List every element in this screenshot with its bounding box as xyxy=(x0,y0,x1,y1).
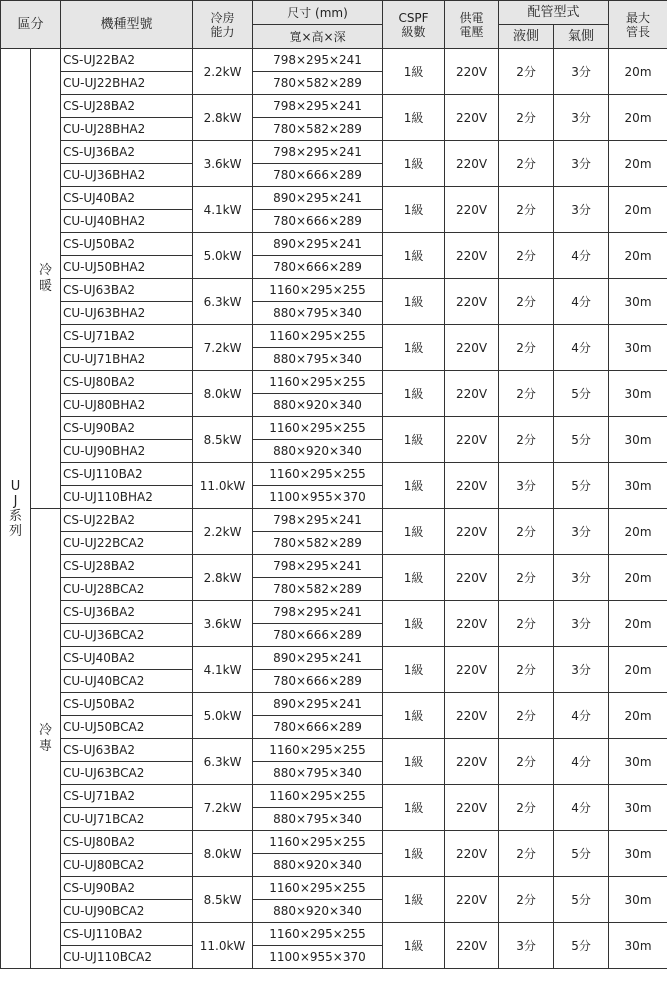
header-voltage: 供電 電壓 xyxy=(445,1,499,49)
max-length-cell: 20m xyxy=(609,509,667,555)
outdoor-dimensions: 780×666×289 xyxy=(253,670,383,693)
capacity-cell: 8.0kW xyxy=(193,831,253,877)
outdoor-dimensions: 880×920×340 xyxy=(253,854,383,877)
max-length-cell: 30m xyxy=(609,325,667,371)
table-row xyxy=(1,647,667,670)
table-row xyxy=(1,785,667,808)
indoor-model: CS-UJ40BA2 xyxy=(61,187,193,210)
mode-label xyxy=(31,49,61,509)
header-size-dims: 寬×高×深 xyxy=(253,25,383,49)
outdoor-model: CU-UJ71BHA2 xyxy=(61,348,193,371)
max-length-cell: 20m xyxy=(609,647,667,693)
capacity-cell: 4.1kW xyxy=(193,187,253,233)
liquid-pipe-cell: 2分 xyxy=(499,417,554,463)
max-length-cell: 20m xyxy=(609,555,667,601)
indoor-model: CS-UJ90BA2 xyxy=(61,417,193,440)
cspf-cell: 1級 xyxy=(383,279,445,325)
voltage-cell: 220V xyxy=(445,417,499,463)
max-length-cell: 20m xyxy=(609,601,667,647)
voltage-cell: 220V xyxy=(445,95,499,141)
capacity-cell: 3.6kW xyxy=(193,141,253,187)
max-length-cell: 20m xyxy=(609,187,667,233)
voltage-cell: 220V xyxy=(445,49,499,95)
indoor-dimensions: 1160×295×255 xyxy=(253,325,383,348)
cspf-cell: 1級 xyxy=(383,831,445,877)
gas-pipe-cell: 5分 xyxy=(554,417,609,463)
capacity-cell: 7.2kW xyxy=(193,325,253,371)
table-body xyxy=(1,49,667,969)
liquid-pipe-cell: 2分 xyxy=(499,371,554,417)
mode-label-text: 冷 專 xyxy=(39,722,53,754)
header-max-length: 最大 管長 xyxy=(609,1,667,49)
outdoor-dimensions: 780×666×289 xyxy=(253,164,383,187)
indoor-dimensions: 890×295×241 xyxy=(253,187,383,210)
voltage-cell: 220V xyxy=(445,141,499,187)
gas-pipe-cell: 3分 xyxy=(554,647,609,693)
header-gas: 氣側 xyxy=(554,25,609,49)
indoor-model: CS-UJ110BA2 xyxy=(61,923,193,946)
gas-pipe-cell: 4分 xyxy=(554,739,609,785)
outdoor-dimensions: 880×920×340 xyxy=(253,394,383,417)
gas-pipe-cell: 4分 xyxy=(554,693,609,739)
indoor-dimensions: 798×295×241 xyxy=(253,601,383,624)
cspf-cell: 1級 xyxy=(383,417,445,463)
max-length-cell: 30m xyxy=(609,463,667,509)
indoor-model: CS-UJ36BA2 xyxy=(61,141,193,164)
outdoor-dimensions: 880×795×340 xyxy=(253,348,383,371)
table-row xyxy=(1,141,667,164)
outdoor-dimensions: 780×666×289 xyxy=(253,256,383,279)
capacity-cell: 2.8kW xyxy=(193,95,253,141)
cspf-cell: 1級 xyxy=(383,187,445,233)
liquid-pipe-cell: 2分 xyxy=(499,325,554,371)
liquid-pipe-cell: 2分 xyxy=(499,647,554,693)
cspf-cell: 1級 xyxy=(383,509,445,555)
header-capacity: 冷房 能力 xyxy=(193,1,253,49)
indoor-dimensions: 1160×295×255 xyxy=(253,785,383,808)
series-label-text: U J 系 列 xyxy=(8,478,22,539)
indoor-model: CS-UJ22BA2 xyxy=(61,49,193,72)
max-length-cell: 30m xyxy=(609,785,667,831)
capacity-cell: 11.0kW xyxy=(193,463,253,509)
table-row xyxy=(1,49,667,72)
table-row xyxy=(1,187,667,210)
outdoor-model: CU-UJ71BCA2 xyxy=(61,808,193,831)
voltage-cell: 220V xyxy=(445,233,499,279)
cspf-cell: 1級 xyxy=(383,233,445,279)
cspf-cell: 1級 xyxy=(383,923,445,969)
outdoor-dimensions: 1100×955×370 xyxy=(253,486,383,509)
table-row xyxy=(1,95,667,118)
voltage-cell: 220V xyxy=(445,325,499,371)
indoor-dimensions: 798×295×241 xyxy=(253,95,383,118)
indoor-model: CS-UJ50BA2 xyxy=(61,693,193,716)
liquid-pipe-cell: 2分 xyxy=(499,95,554,141)
max-length-cell: 20m xyxy=(609,693,667,739)
indoor-model: CS-UJ22BA2 xyxy=(61,509,193,532)
max-length-cell: 20m xyxy=(609,233,667,279)
outdoor-model: CU-UJ110BHA2 xyxy=(61,486,193,509)
table-row xyxy=(1,325,667,348)
capacity-cell: 8.5kW xyxy=(193,877,253,923)
outdoor-model: CU-UJ63BHA2 xyxy=(61,302,193,325)
outdoor-model: CU-UJ63BCA2 xyxy=(61,762,193,785)
cspf-cell: 1級 xyxy=(383,601,445,647)
outdoor-dimensions: 780×666×289 xyxy=(253,716,383,739)
table-row xyxy=(1,877,667,900)
outdoor-model: CU-UJ36BCA2 xyxy=(61,624,193,647)
capacity-cell: 8.5kW xyxy=(193,417,253,463)
cspf-cell: 1級 xyxy=(383,463,445,509)
series-label xyxy=(1,49,31,969)
outdoor-model: CU-UJ28BHA2 xyxy=(61,118,193,141)
header-cspf: CSPF 級數 xyxy=(383,1,445,49)
liquid-pipe-cell: 2分 xyxy=(499,279,554,325)
capacity-cell: 5.0kW xyxy=(193,233,253,279)
outdoor-dimensions: 780×582×289 xyxy=(253,532,383,555)
voltage-cell: 220V xyxy=(445,463,499,509)
outdoor-model: CU-UJ40BCA2 xyxy=(61,670,193,693)
indoor-model: CS-UJ50BA2 xyxy=(61,233,193,256)
liquid-pipe-cell: 2分 xyxy=(499,141,554,187)
indoor-model: CS-UJ80BA2 xyxy=(61,371,193,394)
voltage-cell: 220V xyxy=(445,923,499,969)
outdoor-model: CU-UJ80BHA2 xyxy=(61,394,193,417)
outdoor-model: CU-UJ80BCA2 xyxy=(61,854,193,877)
indoor-model: CS-UJ28BA2 xyxy=(61,95,193,118)
gas-pipe-cell: 5分 xyxy=(554,831,609,877)
voltage-cell: 220V xyxy=(445,785,499,831)
max-length-cell: 20m xyxy=(609,49,667,95)
liquid-pipe-cell: 2分 xyxy=(499,831,554,877)
capacity-cell: 8.0kW xyxy=(193,371,253,417)
outdoor-model: CU-UJ50BCA2 xyxy=(61,716,193,739)
outdoor-model: CU-UJ90BHA2 xyxy=(61,440,193,463)
cspf-cell: 1級 xyxy=(383,693,445,739)
max-length-cell: 30m xyxy=(609,877,667,923)
max-length-cell: 30m xyxy=(609,417,667,463)
indoor-model: CS-UJ71BA2 xyxy=(61,785,193,808)
table-row xyxy=(1,831,667,854)
voltage-cell: 220V xyxy=(445,601,499,647)
header-size: 尺寸 (mm) xyxy=(253,1,383,25)
max-length-cell: 30m xyxy=(609,831,667,877)
gas-pipe-cell: 4分 xyxy=(554,279,609,325)
voltage-cell: 220V xyxy=(445,693,499,739)
capacity-cell: 2.8kW xyxy=(193,555,253,601)
indoor-dimensions: 1160×295×255 xyxy=(253,739,383,762)
outdoor-dimensions: 880×920×340 xyxy=(253,900,383,923)
indoor-dimensions: 798×295×241 xyxy=(253,509,383,532)
outdoor-dimensions: 780×582×289 xyxy=(253,118,383,141)
max-length-cell: 30m xyxy=(609,923,667,969)
capacity-cell: 3.6kW xyxy=(193,601,253,647)
indoor-model: CS-UJ63BA2 xyxy=(61,279,193,302)
gas-pipe-cell: 5分 xyxy=(554,463,609,509)
outdoor-dimensions: 780×582×289 xyxy=(253,72,383,95)
outdoor-dimensions: 880×795×340 xyxy=(253,808,383,831)
indoor-model: CS-UJ63BA2 xyxy=(61,739,193,762)
liquid-pipe-cell: 2分 xyxy=(499,555,554,601)
table-row xyxy=(1,693,667,716)
indoor-dimensions: 1160×295×255 xyxy=(253,877,383,900)
capacity-cell: 4.1kW xyxy=(193,647,253,693)
max-length-cell: 20m xyxy=(609,141,667,187)
indoor-dimensions: 1160×295×255 xyxy=(253,923,383,946)
indoor-model: CS-UJ110BA2 xyxy=(61,463,193,486)
header-category: 區分 xyxy=(1,1,61,49)
liquid-pipe-cell: 2分 xyxy=(499,877,554,923)
outdoor-dimensions: 1100×955×370 xyxy=(253,946,383,969)
voltage-cell: 220V xyxy=(445,831,499,877)
capacity-cell: 2.2kW xyxy=(193,509,253,555)
outdoor-dimensions: 780×666×289 xyxy=(253,624,383,647)
capacity-cell: 7.2kW xyxy=(193,785,253,831)
outdoor-model: CU-UJ28BCA2 xyxy=(61,578,193,601)
cspf-cell: 1級 xyxy=(383,555,445,601)
indoor-model: CS-UJ71BA2 xyxy=(61,325,193,348)
header-liquid: 液側 xyxy=(499,25,554,49)
gas-pipe-cell: 4分 xyxy=(554,785,609,831)
table-row xyxy=(1,279,667,302)
cspf-cell: 1級 xyxy=(383,371,445,417)
liquid-pipe-cell: 2分 xyxy=(499,49,554,95)
gas-pipe-cell: 3分 xyxy=(554,601,609,647)
voltage-cell: 220V xyxy=(445,371,499,417)
outdoor-model: CU-UJ90BCA2 xyxy=(61,900,193,923)
outdoor-model: CU-UJ40BHA2 xyxy=(61,210,193,233)
max-length-cell: 30m xyxy=(609,371,667,417)
gas-pipe-cell: 3分 xyxy=(554,509,609,555)
table-row xyxy=(1,923,667,946)
max-length-cell: 30m xyxy=(609,739,667,785)
capacity-cell: 2.2kW xyxy=(193,49,253,95)
table-row xyxy=(1,739,667,762)
voltage-cell: 220V xyxy=(445,555,499,601)
table-row xyxy=(1,509,667,532)
cspf-cell: 1級 xyxy=(383,877,445,923)
liquid-pipe-cell: 2分 xyxy=(499,509,554,555)
cspf-cell: 1級 xyxy=(383,141,445,187)
liquid-pipe-cell: 2分 xyxy=(499,187,554,233)
gas-pipe-cell: 3分 xyxy=(554,187,609,233)
table-row xyxy=(1,555,667,578)
indoor-model: CS-UJ28BA2 xyxy=(61,555,193,578)
indoor-model: CS-UJ80BA2 xyxy=(61,831,193,854)
table-row xyxy=(1,371,667,394)
liquid-pipe-cell: 2分 xyxy=(499,739,554,785)
outdoor-dimensions: 880×920×340 xyxy=(253,440,383,463)
voltage-cell: 220V xyxy=(445,739,499,785)
indoor-model: CS-UJ40BA2 xyxy=(61,647,193,670)
liquid-pipe-cell: 2分 xyxy=(499,233,554,279)
indoor-dimensions: 1160×295×255 xyxy=(253,463,383,486)
gas-pipe-cell: 5分 xyxy=(554,877,609,923)
cspf-cell: 1級 xyxy=(383,785,445,831)
cspf-cell: 1級 xyxy=(383,49,445,95)
voltage-cell: 220V xyxy=(445,647,499,693)
outdoor-dimensions: 780×666×289 xyxy=(253,210,383,233)
gas-pipe-cell: 4分 xyxy=(554,233,609,279)
max-length-cell: 20m xyxy=(609,95,667,141)
cspf-cell: 1級 xyxy=(383,739,445,785)
table-row xyxy=(1,233,667,256)
indoor-dimensions: 798×295×241 xyxy=(253,555,383,578)
indoor-dimensions: 1160×295×255 xyxy=(253,417,383,440)
capacity-cell: 6.3kW xyxy=(193,279,253,325)
capacity-cell: 5.0kW xyxy=(193,693,253,739)
cspf-cell: 1級 xyxy=(383,95,445,141)
indoor-dimensions: 890×295×241 xyxy=(253,233,383,256)
table-row xyxy=(1,417,667,440)
mode-label-text: 冷 暖 xyxy=(39,262,53,294)
indoor-model: CS-UJ90BA2 xyxy=(61,877,193,900)
gas-pipe-cell: 3分 xyxy=(554,555,609,601)
outdoor-model: CU-UJ110BCA2 xyxy=(61,946,193,969)
table-row xyxy=(1,463,667,486)
gas-pipe-cell: 3分 xyxy=(554,141,609,187)
outdoor-model: CU-UJ22BCA2 xyxy=(61,532,193,555)
outdoor-model: CU-UJ22BHA2 xyxy=(61,72,193,95)
header-piping: 配管型式 xyxy=(499,1,609,25)
liquid-pipe-cell: 2分 xyxy=(499,601,554,647)
indoor-dimensions: 1160×295×255 xyxy=(253,279,383,302)
outdoor-model: CU-UJ50BHA2 xyxy=(61,256,193,279)
gas-pipe-cell: 3分 xyxy=(554,49,609,95)
table-row xyxy=(1,601,667,624)
gas-pipe-cell: 5分 xyxy=(554,923,609,969)
cspf-cell: 1級 xyxy=(383,325,445,371)
liquid-pipe-cell: 3分 xyxy=(499,463,554,509)
outdoor-dimensions: 880×795×340 xyxy=(253,762,383,785)
liquid-pipe-cell: 2分 xyxy=(499,785,554,831)
voltage-cell: 220V xyxy=(445,877,499,923)
indoor-dimensions: 1160×295×255 xyxy=(253,831,383,854)
gas-pipe-cell: 5分 xyxy=(554,371,609,417)
indoor-dimensions: 798×295×241 xyxy=(253,49,383,72)
liquid-pipe-cell: 3分 xyxy=(499,923,554,969)
capacity-cell: 6.3kW xyxy=(193,739,253,785)
outdoor-dimensions: 780×582×289 xyxy=(253,578,383,601)
voltage-cell: 220V xyxy=(445,279,499,325)
indoor-dimensions: 890×295×241 xyxy=(253,647,383,670)
liquid-pipe-cell: 2分 xyxy=(499,693,554,739)
mode-label xyxy=(31,509,61,969)
voltage-cell: 220V xyxy=(445,187,499,233)
indoor-dimensions: 1160×295×255 xyxy=(253,371,383,394)
outdoor-dimensions: 880×795×340 xyxy=(253,302,383,325)
gas-pipe-cell: 3分 xyxy=(554,95,609,141)
max-length-cell: 30m xyxy=(609,279,667,325)
indoor-dimensions: 890×295×241 xyxy=(253,693,383,716)
indoor-dimensions: 798×295×241 xyxy=(253,141,383,164)
voltage-cell: 220V xyxy=(445,509,499,555)
header-model: 機種型號 xyxy=(61,1,193,49)
cspf-cell: 1級 xyxy=(383,647,445,693)
capacity-cell: 11.0kW xyxy=(193,923,253,969)
gas-pipe-cell: 4分 xyxy=(554,325,609,371)
indoor-model: CS-UJ36BA2 xyxy=(61,601,193,624)
outdoor-model: CU-UJ36BHA2 xyxy=(61,164,193,187)
